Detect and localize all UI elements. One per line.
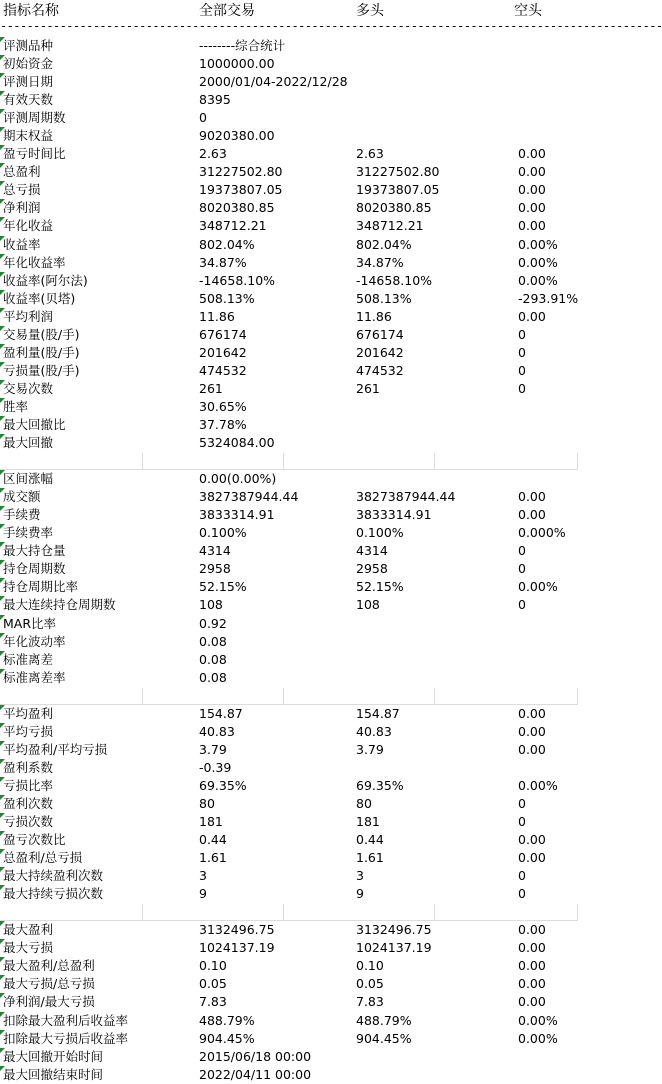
long-cell[interactable]: 1024137.19 (356, 940, 432, 956)
all-trades-cell[interactable]: 0.00(0.00%) (199, 471, 277, 487)
all-trades-cell[interactable]: 0.08 (199, 651, 227, 667)
all-trades-cell[interactable]: 8395 (199, 92, 231, 108)
long-cell[interactable] (356, 1048, 511, 1066)
short-cell[interactable]: 0 (518, 344, 526, 360)
short-cell[interactable]: 0 (518, 886, 526, 902)
table-row (0, 73, 577, 91)
short-cell[interactable]: -293.91% (518, 290, 579, 306)
short-cell[interactable]: 0.00 (518, 146, 546, 162)
table-row (0, 272, 577, 290)
long-cell[interactable] (356, 669, 511, 687)
all-trades-cell[interactable]: 69.35% (199, 777, 247, 793)
long-cell[interactable] (356, 633, 511, 651)
table-row (0, 217, 577, 235)
table-row (0, 55, 577, 73)
table-row (0, 434, 577, 452)
metric-name-cell[interactable]: 评测周期数 (3, 110, 66, 126)
table-row (0, 885, 577, 903)
blank-row (0, 687, 577, 705)
short-cell[interactable]: 0 (518, 597, 526, 613)
metric-name-cell[interactable]: 有效天数 (3, 92, 54, 108)
metric-name-cell[interactable]: 标准离差率 (3, 669, 66, 685)
all-trades-cell[interactable]: 30.65% (199, 398, 247, 414)
header-long: 多头 (356, 3, 384, 19)
table-row (0, 1030, 577, 1048)
all-trades-cell[interactable]: 0.10 (199, 958, 227, 974)
long-cell[interactable]: 676174 (356, 326, 404, 342)
table-row (0, 308, 577, 326)
short-cell[interactable]: 0.00% (518, 777, 558, 793)
short-cell[interactable]: 0.00 (518, 723, 546, 739)
table-row (0, 596, 577, 614)
long-cell[interactable]: 904.45% (356, 1030, 412, 1046)
long-cell[interactable]: 474532 (356, 362, 404, 378)
short-cell[interactable]: 0.00 (518, 489, 546, 505)
all-trades-cell[interactable]: 3833314.91 (199, 507, 275, 523)
short-cell[interactable] (518, 759, 577, 777)
long-cell[interactable]: 3 (356, 868, 364, 884)
table-row (0, 795, 577, 813)
long-cell[interactable]: -14658.10% (356, 272, 433, 288)
long-cell[interactable] (356, 416, 511, 434)
table-row (0, 380, 577, 398)
header-short: 空头 (514, 3, 542, 19)
empty-cell[interactable] (0, 904, 143, 921)
table-row (0, 615, 577, 633)
all-trades-cell[interactable]: 52.15% (199, 579, 247, 595)
table-row (0, 705, 577, 723)
table-row (0, 939, 577, 957)
header-indicator-name: 指标名称 (3, 3, 59, 19)
table-row (0, 236, 577, 254)
short-cell[interactable] (518, 91, 577, 109)
long-cell[interactable] (356, 127, 511, 145)
table-row (0, 723, 577, 741)
metric-name-cell[interactable]: 盈利次数 (3, 795, 54, 811)
short-cell[interactable]: 0.00% (518, 272, 558, 288)
metric-name-cell[interactable]: 平均利润 (3, 308, 54, 324)
long-cell[interactable] (356, 37, 511, 55)
long-cell[interactable]: 1.61 (356, 850, 384, 866)
table-row (0, 1048, 577, 1066)
blank-row (0, 452, 577, 470)
long-cell[interactable] (356, 398, 511, 416)
empty-cell[interactable] (143, 688, 284, 705)
table-row (0, 560, 577, 578)
short-cell[interactable]: 0.00 (518, 958, 546, 974)
long-cell[interactable]: 34.87% (356, 254, 404, 270)
empty-cell[interactable] (284, 904, 435, 921)
short-cell[interactable]: 0.00 (518, 218, 546, 234)
table-row (0, 488, 577, 506)
metric-name-cell[interactable]: 总盈利/总亏损 (3, 850, 83, 866)
all-trades-cell[interactable]: 37.78% (199, 416, 247, 432)
metric-name-cell[interactable]: 持仓周期比率 (3, 579, 79, 595)
long-cell[interactable] (356, 434, 511, 452)
short-cell[interactable]: 0.00 (518, 182, 546, 198)
all-trades-cell[interactable]: 0.08 (199, 669, 227, 685)
all-trades-cell[interactable]: 904.45% (199, 1030, 255, 1046)
table-row (0, 524, 577, 542)
all-trades-cell[interactable]: 0.100% (199, 525, 247, 541)
short-cell[interactable] (518, 651, 577, 669)
table-row (0, 506, 577, 524)
short-cell[interactable] (518, 470, 577, 488)
long-cell[interactable]: 3132496.75 (356, 922, 432, 938)
metric-name-cell[interactable]: 平均盈利/平均亏损 (3, 741, 108, 757)
table-row (0, 651, 577, 669)
metric-name-cell[interactable]: 最大回撤 (3, 435, 54, 451)
short-cell[interactable] (518, 55, 577, 73)
short-cell[interactable]: 0.00 (518, 832, 546, 848)
long-cell[interactable]: 3827387944.44 (356, 489, 456, 505)
table-row (0, 145, 577, 163)
short-cell[interactable]: 0.00% (518, 1012, 558, 1028)
long-cell[interactable]: 348712.21 (356, 218, 424, 234)
all-trades-cell[interactable]: 3132496.75 (199, 922, 275, 938)
all-trades-cell[interactable]: --------综合统计 (199, 38, 286, 53)
metric-name-cell[interactable]: 平均盈利 (3, 705, 54, 721)
metric-name-cell[interactable]: 标准离差 (3, 651, 54, 667)
empty-cell[interactable] (284, 453, 435, 470)
long-cell[interactable]: 0.10 (356, 958, 384, 974)
metric-name-cell[interactable]: 亏损次数 (3, 814, 54, 830)
all-trades-cell[interactable]: 0.92 (199, 615, 227, 631)
all-trades-cell[interactable]: 9 (199, 886, 207, 902)
short-cell[interactable]: 0.00 (518, 308, 546, 324)
all-trades-cell[interactable]: 31227502.80 (199, 164, 283, 180)
table-row (0, 91, 577, 109)
short-cell[interactable] (518, 416, 577, 434)
all-trades-cell[interactable]: 7.83 (199, 994, 227, 1010)
stats-table (0, 37, 577, 1084)
table-row (0, 37, 577, 55)
table-row (0, 542, 577, 560)
short-cell[interactable] (518, 398, 577, 416)
short-cell[interactable] (518, 669, 577, 687)
long-cell[interactable]: 7.83 (356, 994, 384, 1010)
long-cell[interactable]: 0.05 (356, 976, 384, 992)
long-cell[interactable]: 9 (356, 886, 364, 902)
metric-name-cell[interactable]: 手续费 (3, 507, 41, 523)
table-row (0, 759, 577, 777)
short-cell[interactable]: 0 (518, 561, 526, 577)
short-cell[interactable]: 0.00% (518, 579, 558, 595)
metric-name-cell[interactable]: 最大持续亏损次数 (3, 886, 104, 902)
all-trades-cell[interactable]: 201642 (199, 344, 247, 360)
long-cell[interactable]: 108 (356, 597, 380, 613)
blank-row (0, 903, 577, 921)
empty-cell[interactable] (0, 688, 143, 705)
short-cell[interactable]: 0.00 (518, 976, 546, 992)
short-cell[interactable]: 0.00 (518, 940, 546, 956)
metric-name-cell[interactable]: 交易量(股/手) (3, 326, 80, 342)
long-cell[interactable]: 488.79% (356, 1012, 412, 1028)
short-cell[interactable]: 0 (518, 326, 526, 342)
metric-name-cell[interactable]: 最大回撤结束时间 (3, 1066, 104, 1082)
long-cell[interactable]: 3.79 (356, 741, 384, 757)
short-cell[interactable] (518, 73, 577, 91)
metric-name-cell[interactable]: 评测品种 (3, 38, 54, 53)
long-cell[interactable]: 19373807.05 (356, 182, 440, 198)
all-trades-cell[interactable]: 348712.21 (199, 218, 267, 234)
all-trades-cell[interactable]: 11.86 (199, 308, 235, 324)
all-trades-cell[interactable]: 2022/04/11 00:00 (199, 1066, 312, 1082)
metric-name-cell[interactable]: 平均亏损 (3, 723, 54, 739)
metric-name-cell[interactable]: MAR比率 (3, 615, 57, 631)
metric-name-cell[interactable]: 盈亏时间比 (3, 146, 66, 162)
short-cell[interactable]: 0.00 (518, 164, 546, 180)
all-trades-cell[interactable]: 181 (199, 814, 223, 830)
long-cell[interactable]: 508.13% (356, 290, 412, 306)
metric-name-cell[interactable]: 持仓周期数 (3, 561, 66, 577)
metric-name-cell[interactable]: 成交额 (3, 489, 41, 505)
metric-name-cell[interactable]: 最大亏损 (3, 940, 54, 956)
table-row (0, 669, 577, 687)
long-cell[interactable]: 52.15% (356, 579, 404, 595)
metric-name-cell[interactable]: 年化收益率 (3, 254, 66, 270)
metric-name-cell[interactable]: 期末权益 (3, 128, 54, 144)
table-row (0, 831, 577, 849)
empty-cell[interactable] (435, 904, 578, 921)
all-trades-cell[interactable]: 0.05 (199, 976, 227, 992)
long-cell[interactable]: 2958 (356, 561, 388, 577)
all-trades-cell[interactable]: 19373807.05 (199, 182, 283, 198)
all-trades-cell[interactable]: 5324084.00 (199, 435, 275, 451)
long-cell[interactable]: 154.87 (356, 705, 400, 721)
long-cell[interactable]: 11.86 (356, 308, 392, 324)
table-row (0, 1012, 577, 1030)
table-row (0, 109, 577, 127)
short-cell[interactable] (518, 127, 577, 145)
metric-name-cell[interactable]: 区间涨幅 (3, 471, 54, 487)
table-row (0, 254, 577, 272)
metric-name-cell[interactable]: 收益率(阿尔法) (3, 272, 88, 288)
long-cell[interactable] (356, 73, 511, 91)
table-row (0, 777, 577, 795)
metric-name-cell[interactable]: 初始资金 (3, 56, 54, 72)
metric-name-cell[interactable]: 盈利系数 (3, 759, 54, 775)
table-row (0, 163, 577, 181)
long-cell[interactable]: 181 (356, 814, 380, 830)
metric-name-cell[interactable]: 胜率 (3, 398, 29, 414)
short-cell[interactable]: 0 (518, 868, 526, 884)
all-trades-cell[interactable]: 80 (199, 795, 215, 811)
metric-name-cell[interactable]: 最大盈利/总盈利 (3, 958, 95, 974)
all-trades-cell[interactable]: 3827387944.44 (199, 489, 299, 505)
short-cell[interactable]: 0.00% (518, 254, 558, 270)
table-row (0, 867, 577, 885)
short-cell[interactable]: 0 (518, 795, 526, 811)
metric-name-cell[interactable]: 净利润 (3, 200, 41, 216)
metric-name-cell[interactable]: 净利润/最大亏损 (3, 994, 95, 1010)
long-cell[interactable] (356, 109, 511, 127)
long-cell[interactable] (356, 759, 511, 777)
metric-name-cell[interactable]: 交易次数 (3, 380, 54, 396)
short-cell[interactable] (518, 37, 577, 55)
metric-name-cell[interactable]: 最大回撤比 (3, 416, 66, 432)
empty-cell[interactable] (143, 904, 284, 921)
table-row (0, 290, 577, 308)
metric-name-cell[interactable]: 盈利量(股/手) (3, 344, 80, 360)
table-row (0, 416, 577, 434)
header-separator: ---------------------------------------------------------------------------------------------------- (0, 19, 662, 33)
all-trades-cell[interactable]: 8020380.85 (199, 200, 275, 216)
metric-name-cell[interactable]: 最大亏损/总亏损 (3, 976, 95, 992)
empty-cell[interactable] (143, 453, 284, 470)
short-cell[interactable]: 0 (518, 380, 526, 396)
short-cell[interactable] (518, 434, 577, 452)
metric-name-cell[interactable]: 年化波动率 (3, 633, 66, 649)
short-cell[interactable]: 0.000% (518, 525, 566, 541)
long-cell[interactable]: 2.63 (356, 146, 384, 162)
short-cell[interactable]: 0.00 (518, 507, 546, 523)
all-trades-cell[interactable]: 40.83 (199, 723, 235, 739)
table-row (0, 741, 577, 759)
long-cell[interactable]: 8020380.85 (356, 200, 432, 216)
metric-name-cell[interactable]: 最大盈利 (3, 922, 54, 938)
all-trades-cell[interactable]: 2.63 (199, 146, 227, 162)
short-cell[interactable]: 0.00% (518, 1030, 558, 1046)
empty-cell[interactable] (435, 688, 578, 705)
long-cell[interactable]: 201642 (356, 344, 404, 360)
all-trades-cell[interactable]: 108 (199, 597, 223, 613)
short-cell[interactable]: 0.00% (518, 236, 558, 252)
metric-name-cell[interactable]: 收益率 (3, 236, 41, 252)
long-cell[interactable]: 69.35% (356, 777, 404, 793)
long-cell[interactable] (356, 470, 511, 488)
short-cell[interactable] (518, 633, 577, 651)
header-all-trades: 全部交易 (199, 3, 255, 19)
long-cell[interactable] (356, 91, 511, 109)
long-cell[interactable] (356, 615, 511, 633)
long-cell[interactable] (356, 1066, 511, 1084)
table-row (0, 362, 577, 380)
all-trades-cell[interactable]: 676174 (199, 326, 247, 342)
long-cell[interactable]: 0.100% (356, 525, 404, 541)
all-trades-cell[interactable]: 0.44 (199, 832, 227, 848)
table-row (0, 975, 577, 993)
metric-name-cell[interactable]: 年化收益 (3, 218, 54, 234)
table-row (0, 957, 577, 975)
metric-name-cell[interactable]: 最大连续持仓周期数 (3, 597, 116, 613)
all-trades-cell[interactable]: 488.79% (199, 1012, 255, 1028)
all-trades-cell[interactable]: 2958 (199, 561, 231, 577)
table-row (0, 993, 577, 1011)
long-cell[interactable]: 261 (356, 380, 380, 396)
all-trades-cell[interactable]: 2015/06/18 00:00 (199, 1048, 312, 1064)
all-trades-cell[interactable]: 1.61 (199, 850, 227, 866)
short-cell[interactable]: 0.00 (518, 741, 546, 757)
all-trades-cell[interactable]: 1024137.19 (199, 940, 275, 956)
all-trades-cell[interactable]: 508.13% (199, 290, 255, 306)
all-trades-cell[interactable]: 1000000.00 (199, 56, 275, 72)
empty-cell[interactable] (435, 453, 578, 470)
table-row (0, 921, 577, 939)
empty-cell[interactable] (284, 688, 435, 705)
short-cell[interactable] (518, 109, 577, 127)
table-row (0, 326, 577, 344)
metric-name-cell[interactable]: 最大持续盈利次数 (3, 868, 104, 884)
long-cell[interactable] (356, 55, 511, 73)
long-cell[interactable]: 80 (356, 795, 372, 811)
long-cell[interactable] (356, 651, 511, 669)
metric-name-cell[interactable]: 扣除最大盈利后收益率 (3, 1012, 129, 1028)
all-trades-cell[interactable]: 2000/01/04-2022/12/28 (199, 74, 348, 90)
metric-name-cell[interactable]: 最大持仓量 (3, 543, 66, 559)
metric-name-cell[interactable]: 最大回撤开始时间 (3, 1048, 104, 1064)
table-row (0, 633, 577, 651)
all-trades-cell[interactable]: 9020380.00 (199, 128, 275, 144)
all-trades-cell[interactable]: 3.79 (199, 741, 227, 757)
short-cell[interactable]: 0.00 (518, 922, 546, 938)
table-row (0, 398, 577, 416)
table-row (0, 470, 577, 488)
table-row (0, 344, 577, 362)
short-cell[interactable] (518, 1066, 577, 1084)
all-trades-cell[interactable]: 0 (199, 110, 207, 126)
short-cell[interactable]: 0.00 (518, 705, 546, 721)
table-row (0, 199, 577, 217)
metric-name-cell[interactable]: 收益率(贝塔) (3, 290, 76, 306)
short-cell[interactable]: 0.00 (518, 850, 546, 866)
all-trades-cell[interactable]: 3 (199, 868, 207, 884)
metric-name-cell[interactable]: 总盈利 (3, 164, 41, 180)
short-cell[interactable]: 0 (518, 362, 526, 378)
table-row (0, 181, 577, 199)
table-row (0, 578, 577, 596)
all-trades-cell[interactable]: 0.08 (199, 633, 227, 649)
all-trades-cell[interactable]: 261 (199, 380, 223, 396)
all-trades-cell[interactable]: -0.39 (199, 759, 232, 775)
short-cell[interactable]: 0.00 (518, 200, 546, 216)
empty-cell[interactable] (0, 453, 143, 470)
long-cell[interactable]: 40.83 (356, 723, 392, 739)
short-cell[interactable] (518, 1048, 577, 1066)
metric-name-cell[interactable]: 手续费率 (3, 525, 54, 541)
metric-name-cell[interactable]: 亏损量(股/手) (3, 362, 80, 378)
metric-name-cell[interactable]: 评测日期 (3, 74, 54, 90)
metric-name-cell[interactable]: 总亏损 (3, 182, 41, 198)
table-row (0, 849, 577, 867)
short-cell[interactable]: 0 (518, 814, 526, 830)
short-cell[interactable]: 0 (518, 543, 526, 559)
all-trades-cell[interactable]: 4314 (199, 543, 231, 559)
all-trades-cell[interactable]: -14658.10% (199, 272, 276, 288)
table-row (0, 813, 577, 831)
metric-name-cell[interactable]: 亏损比率 (3, 777, 54, 793)
short-cell[interactable] (518, 615, 577, 633)
all-trades-cell[interactable]: 154.87 (199, 705, 243, 721)
all-trades-cell[interactable]: 34.87% (199, 254, 247, 270)
table-row (0, 1066, 577, 1084)
table-row (0, 127, 577, 145)
long-cell[interactable]: 4314 (356, 543, 388, 559)
all-trades-cell[interactable]: 802.04% (199, 236, 255, 252)
long-cell[interactable]: 31227502.80 (356, 164, 440, 180)
long-cell[interactable]: 802.04% (356, 236, 412, 252)
metric-name-cell[interactable]: 扣除最大亏损后收益率 (3, 1030, 129, 1046)
short-cell[interactable]: 0.00 (518, 994, 546, 1010)
all-trades-cell[interactable]: 474532 (199, 362, 247, 378)
long-cell[interactable]: 3833314.91 (356, 507, 432, 523)
metric-name-cell[interactable]: 盈亏次数比 (3, 832, 66, 848)
long-cell[interactable]: 0.44 (356, 832, 384, 848)
